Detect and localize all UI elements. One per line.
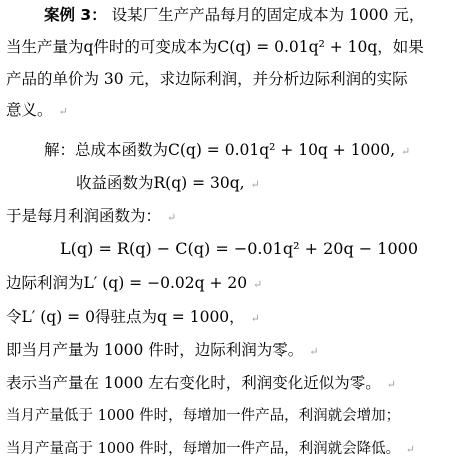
paragraph-mark: ↵ <box>58 105 68 118</box>
case-label: 案例 3： <box>44 6 107 24</box>
solution-text-10: 当月产量高于 1000 件时，每增加一件产品，利润就会降低。 <box>6 441 401 457</box>
solution-text-3: 于是每月利润函数为： <box>6 207 162 225</box>
marginal-profit: 边际利润为L′ (q) = −0.02q + 20 <box>6 274 248 292</box>
solution-line-2 <box>76 172 260 196</box>
solution-line-1 <box>44 139 410 163</box>
solution-line-7 <box>6 339 318 363</box>
solution-line-10 <box>6 438 415 461</box>
stationary-point: 令L′ (q) = 0得驻点为q = 1000， <box>6 308 245 326</box>
solution-text-1: 解：总成本函数为C(q) = 0.01q² + 10q + 1000, <box>44 141 396 159</box>
case-text-4: 意义。 <box>6 101 53 119</box>
solution-text-9: 当月产量低于 1000 件时，每增加一件产品，利润就会增加； <box>6 408 401 424</box>
solution-line-6 <box>6 306 260 330</box>
solution-line-5 <box>6 272 262 296</box>
solution-line-4 <box>60 238 418 260</box>
solution-text-7: 即当月产量为 1000 件时，边际利润为零。 <box>6 341 304 359</box>
solution-line-3 <box>6 205 176 229</box>
paragraph-mark: ↵ <box>401 145 411 158</box>
paragraph-mark: ↵ <box>386 378 396 391</box>
solution-line-9 <box>6 405 400 427</box>
paragraph-mark: ↵ <box>405 443 415 456</box>
paragraph-mark: ↵ <box>166 211 177 224</box>
paragraph-mark: ↵ <box>253 278 263 291</box>
case-line-3 <box>6 68 408 90</box>
case-line-4 <box>6 99 68 123</box>
solution-line-8 <box>6 372 396 396</box>
solution-text-8: 表示当产量在 1000 左右变化时，利润变化近似为零。 <box>6 374 381 392</box>
case-line-2 <box>6 36 424 58</box>
case-line-1 <box>44 4 424 26</box>
case-text-1: 设某厂生产产品每月的固定成本为 1000 元， <box>111 6 425 24</box>
paragraph-mark: ↵ <box>250 312 260 325</box>
paragraph-mark: ↵ <box>250 178 260 191</box>
case-text-3: 产品的单价为 30 元，求边际利润，并分析边际利润的实际 <box>6 70 408 88</box>
profit-function: L(q) = R(q) − C(q) = −0.01q² + 20q − 1000 <box>60 239 418 258</box>
solution-text-2: 收益函数为R(q) = 30q, <box>76 174 245 192</box>
case-text-2: 当生产量为q件时的可变成本为C(q) = 0.01q² + 10q，如果 <box>6 38 424 56</box>
paragraph-mark: ↵ <box>309 345 319 358</box>
